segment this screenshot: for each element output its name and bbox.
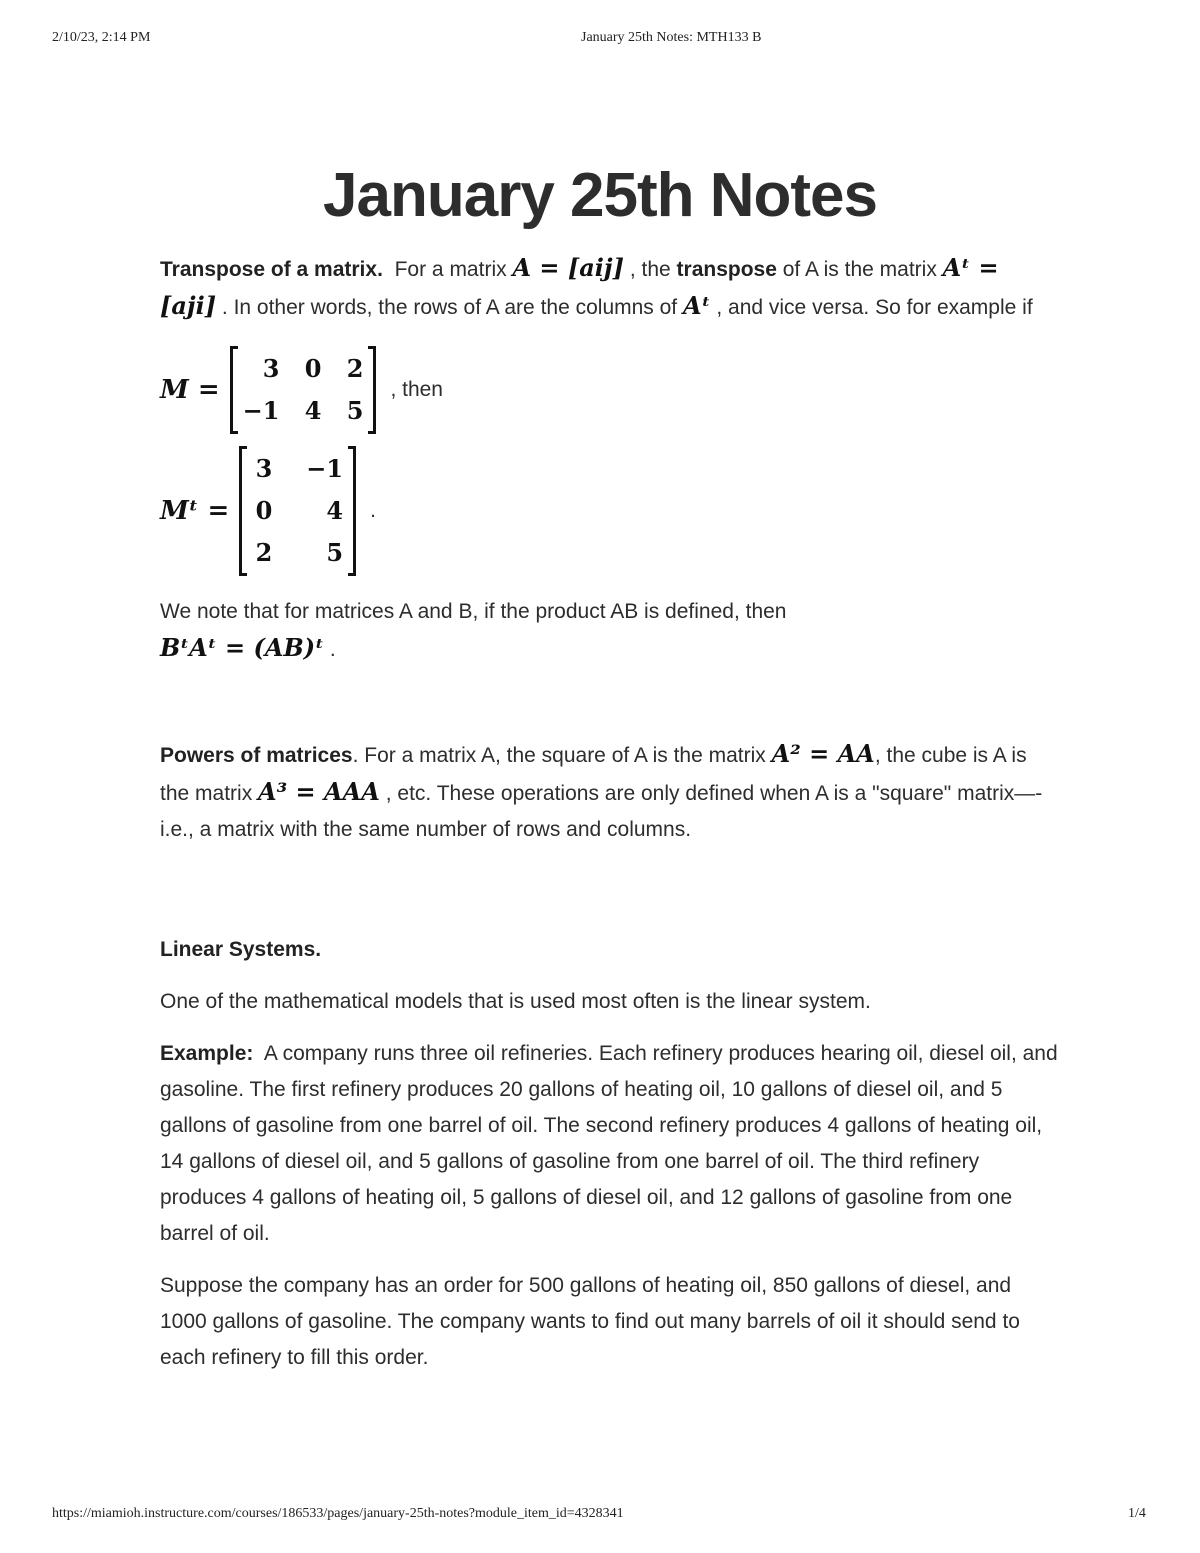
- identity-end: .: [329, 638, 336, 661]
- linear-heading: Linear Systems.: [160, 938, 322, 961]
- powers-text-2: , the cube is A is the matrix: [160, 744, 1027, 805]
- transpose-heading: Transpose of a matrix.: [160, 258, 383, 281]
- powers-paragraph: [160, 736, 1060, 848]
- powers-text-3: , etc. These operations are only defined when A is a "square" matrix—-i.e., a matrix with the same number of rows and columns.: [160, 782, 1043, 841]
- print-datetime: 2/10/23, 2:14 PM: [52, 30, 151, 45]
- matrix-Mt-label: Mᵗ =: [160, 496, 230, 526]
- math-At-def: Aᵗ = [aji]: [160, 253, 999, 320]
- matrix-Mt-after: .: [370, 499, 376, 522]
- matrix-M: [230, 346, 377, 434]
- footer-page-number: 1/4: [1128, 1506, 1146, 1521]
- powers-text-1: . For a matrix A, the square of A is the matrix: [352, 744, 766, 767]
- matrix-M-label: M =: [160, 375, 220, 405]
- math-A-def: A = [aij]: [512, 253, 624, 282]
- transpose-note: [160, 594, 1060, 668]
- print-doc-title: January 25th Notes: MTH133 B: [581, 30, 762, 45]
- matrix-M-cell: 0: [304, 354, 322, 383]
- transpose-paragraph: [160, 250, 1060, 326]
- transpose-text-3: of A is the matrix: [782, 258, 937, 281]
- matrix-M-cell: 4: [304, 396, 322, 425]
- matrix-M-cell: 2: [346, 354, 364, 383]
- math-At: Aᵗ: [682, 291, 711, 320]
- matrix-Mt-cell: 2: [255, 538, 273, 567]
- matrix-Mt: [239, 446, 356, 576]
- matrix-M-cell: 3: [262, 354, 280, 383]
- transpose-bold-word: transpose: [676, 258, 777, 281]
- matrix-Mt-cell: 4: [326, 496, 344, 525]
- example-label: Example:: [160, 1042, 254, 1065]
- transpose-text-1: For a matrix: [394, 258, 507, 281]
- matrix-M-cell: −1: [242, 396, 280, 425]
- matrix-M-display: [160, 346, 1060, 434]
- order-paragraph: Suppose the company has an order for 500 gallons of heating oil, 850 gallons of diesel, and 1000 gallons of gasoline. The company wants to find out many barrels of oil it should send to each refinery to fill this order.: [160, 1274, 1020, 1369]
- matrix-Mt-display: [160, 446, 1060, 576]
- math-transpose-identity: BᵗAᵗ = (AB)ᵗ: [160, 633, 325, 662]
- transpose-text-4: . In other words, the rows of A are the columns of: [221, 296, 678, 319]
- powers-heading: Powers of matrices: [160, 744, 353, 767]
- linear-intro: One of the mathematical models that is used most often is the linear system.: [160, 990, 871, 1013]
- math-A-squared: A² = AA: [771, 739, 875, 768]
- matrix-Mt-cell: 0: [255, 496, 273, 525]
- matrix-Mt-cell: −1: [306, 454, 344, 483]
- transpose-note-text: We note that for matrices A and B, if the product AB is defined, then: [160, 600, 787, 623]
- transpose-text-5: , and vice versa. So for example if: [716, 296, 1033, 319]
- example-text: A company runs three oil refineries. Each refinery produces hearing oil, diesel oil, and gasoline. The first refinery produces 20 gallons of heating oil, 10 gallons of diesel oil, and 5 gallons of gasoline from one barrel of oil. The second refinery produces 4 gallons of heating oil, 14 gallons of diesel oil, and 5 gallons of gasoline from one barrel of oil. The third refinery produces 4 gallons of heating oil, 5 gallons of diesel oil, and 12 gallons of gasoline from one barrel of oil.: [160, 1042, 1058, 1245]
- transpose-text-2: , the: [629, 258, 671, 281]
- matrix-M-cell: 5: [346, 396, 364, 425]
- page-title: January 25th Notes: [323, 161, 877, 230]
- matrix-Mt-cell: 3: [255, 454, 273, 483]
- matrix-Mt-cell: 5: [326, 538, 344, 567]
- footer-url[interactable]: https://miamioh.instructure.com/courses/186533/pages/january-25th-notes?module_item_id=4328341: [52, 1506, 624, 1521]
- example-paragraph: [160, 1036, 1060, 1252]
- matrix-M-after: , then: [390, 378, 443, 401]
- page-content: [160, 250, 1060, 1376]
- math-A-cubed: A³ = AAA: [258, 777, 380, 806]
- linear-heading-paragraph: [160, 932, 1060, 968]
